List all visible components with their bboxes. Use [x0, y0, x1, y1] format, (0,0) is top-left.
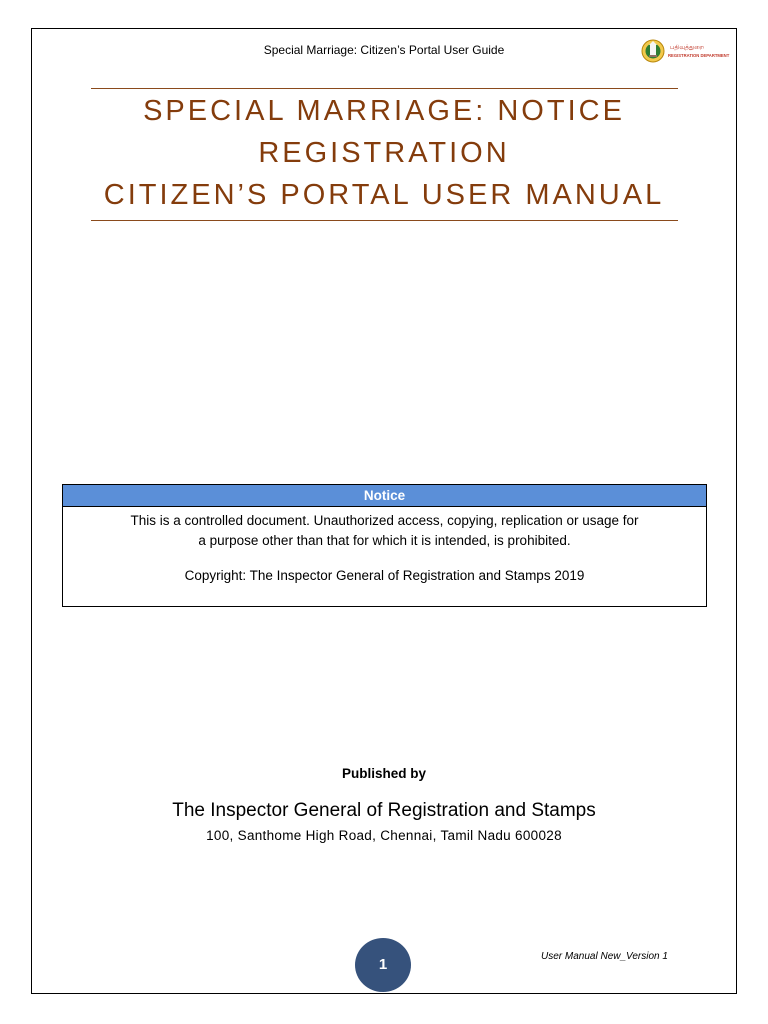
- publisher-name: The Inspector General of Registration and Stamps: [172, 800, 596, 821]
- document-title: [80, 90, 688, 216]
- title-rule-bottom: [91, 220, 678, 221]
- notice-line-2: a purpose other than that for which it is intended, is prohibited.: [198, 533, 571, 548]
- document-title-line-3: CITIZEN’S PORTAL USER MANUAL: [103, 179, 665, 211]
- document-title-line-2: REGISTRATION: [258, 137, 510, 169]
- logo-english-text: REGISTRATION DEPARTMENT: [668, 53, 730, 58]
- page-number-badge: 1: [355, 938, 411, 992]
- notice-heading: Notice: [63, 485, 706, 507]
- running-header: Special Marriage: Citizen’s Portal User Guide: [263, 43, 505, 57]
- registration-department-logo: [640, 38, 730, 64]
- logo-tamil-text: பதிவுத்துறை: [670, 44, 704, 51]
- tamil-nadu-emblem-icon: [642, 40, 664, 62]
- version-label: User Manual New_Version 1: [541, 951, 668, 962]
- published-by-label: Published by: [341, 766, 426, 781]
- notice-box: [62, 484, 707, 607]
- notice-copyright: Copyright: The Inspector General of Registration and Stamps 2019: [184, 568, 585, 583]
- notice-body: [63, 507, 706, 586]
- document-title-line-1: SPECIAL MARRIAGE: NOTICE: [143, 95, 625, 127]
- publisher-address: 100, Santhome High Road, Chennai, Tamil Nadu 600028: [206, 828, 562, 843]
- title-rule-top: [91, 88, 678, 89]
- notice-line-1: This is a controlled document. Unauthorized access, copying, replication or usage for: [130, 513, 639, 528]
